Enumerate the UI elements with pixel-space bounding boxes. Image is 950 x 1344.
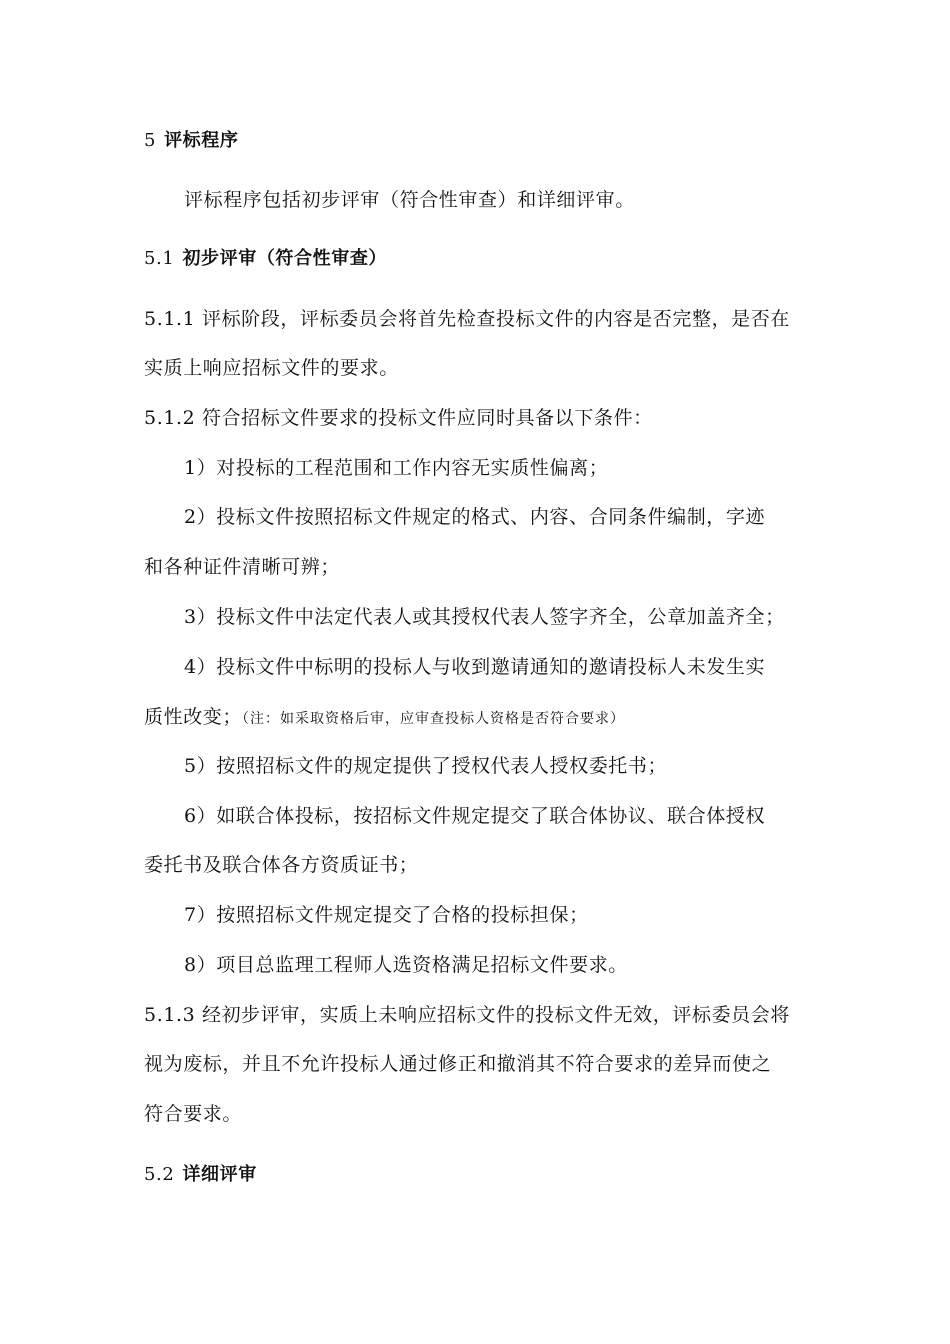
section-title: 评标程序: [164, 130, 239, 151]
section-heading: [144, 126, 238, 156]
paragraph-5-1-3-line2: 视为废标，并且不允许投标人通过修正和撤消其不符合要求的差异而使之: [144, 1053, 772, 1075]
subsection-title: 详细评审: [182, 1164, 257, 1185]
paragraph-5-1-3-line1: 5.1.3 经初步评审，实质上未响应招标文件的投标文件无效，评标委员会将: [144, 1004, 790, 1026]
subsection-title: 初步评审（符合性审查）: [182, 248, 388, 269]
subsection-number: 5.1: [144, 248, 175, 269]
list-item-5: 5）按照招标文件的规定提供了授权代表人授权委托书；: [184, 755, 668, 777]
list-item-4-line1: 4）投标文件中标明的投标人与收到邀请通知的邀请投标人未发生实: [184, 656, 766, 678]
section-intro: 评标程序包括初步评审（符合性审查）和详细评审。: [184, 189, 635, 211]
list-item-2-line1: 2）投标文件按照招标文件规定的格式、内容、合同条件编制，字迹: [184, 506, 766, 528]
list-item-7: 7）按照招标文件规定提交了合格的投标担保；: [184, 904, 589, 926]
subsection-heading-5-1: [144, 244, 387, 274]
list-item-3: 3）投标文件中法定代表人或其授权代表人签字齐全，公章加盖齐全；: [184, 606, 785, 628]
list-item-1: 1）对投标的工程范围和工作内容无实质性偏离；: [184, 457, 609, 479]
paragraph-5-1-1-line1: 5.1.1 评标阶段，评标委员会将首先检查投标文件的内容是否完整，是否在: [144, 308, 790, 330]
list-item-4-note: （注：如采取资格后审，应审查投标人资格是否符合要求）: [242, 711, 626, 727]
section-number: 5: [144, 130, 157, 151]
list-item-6-line1: 6）如联合体投标，按招标文件规定提交了联合体协议、联合体授权: [184, 805, 766, 827]
list-item-8: 8）项目总监理工程师人选资格满足招标文件要求。: [184, 954, 628, 976]
list-item-4-line2: [144, 702, 625, 734]
subsection-number: 5.2: [144, 1164, 175, 1185]
subsection-heading-5-2: [144, 1160, 257, 1190]
paragraph-5-1-3-line3: 符合要求。: [144, 1103, 243, 1125]
paragraph-5-1-2: 5.1.2 符合招标文件要求的投标文件应同时具备以下条件：: [144, 407, 653, 429]
list-item-6-line2: 委托书及联合体各方资质证书；: [144, 854, 419, 876]
list-item-2-line2: 和各种证件清晰可辨；: [144, 556, 341, 578]
paragraph-5-1-1-line2: 实质上响应招标文件的要求。: [144, 357, 399, 379]
list-item-4-text: 质性改变；: [144, 706, 243, 728]
